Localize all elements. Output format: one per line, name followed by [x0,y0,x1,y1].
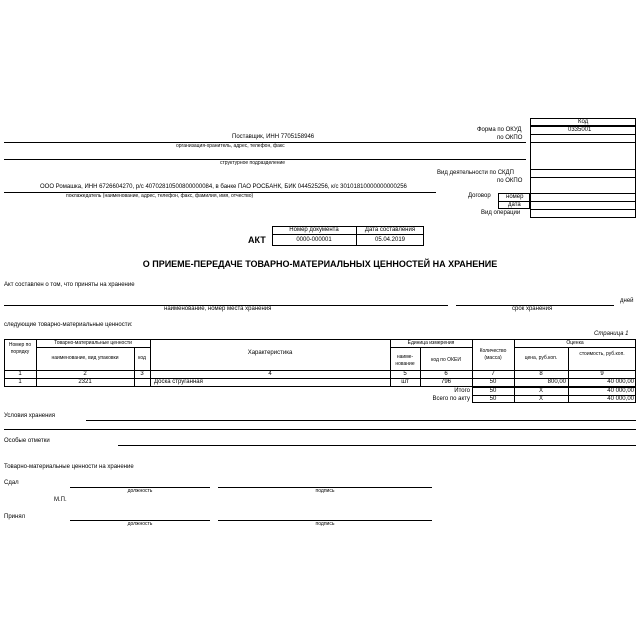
table-line [36,347,150,348]
table-line [390,347,472,348]
code-divider [530,177,636,178]
grand-label: Всего по акту [432,396,470,402]
act-label: АКТ [248,235,266,245]
place-caption: наименование, номер места хранения [164,306,272,312]
row-num: 1 [18,379,22,385]
col-unit-name-header: наиме-нование [395,354,415,367]
row-cost: 40 000,00 [607,379,634,385]
handed-label: Сдал [4,480,19,486]
code-title: Код [578,119,589,125]
act-doc-divider [272,234,424,235]
total-cost: 40 000,00 [607,388,634,394]
col-num-header: Номер по порядку [8,342,32,355]
notes-line [118,445,636,446]
handed-position-caption: должность [127,488,153,494]
contract-label: Договор [468,193,491,199]
goods-label: Товарно-материальные ценности на хранение [4,464,134,470]
handed-signature-caption: подпись [315,488,335,494]
table-line [150,339,151,387]
accepted-position-caption: должность [127,521,153,527]
skdp-label: Вид деятельности по СКДП [437,170,514,176]
col-number: 6 [444,371,448,377]
code-column-box [530,126,636,218]
code-divider [530,201,636,202]
accepted-signature-caption: подпись [315,521,335,527]
col-number: 4 [268,371,272,377]
code-divider [530,134,636,135]
grand-qty: 50 [489,396,497,402]
row-price: 800,00 [547,379,566,385]
number-label: номер [506,194,524,200]
page-label: Страница 1 [594,331,629,337]
depositor-caption: поклажедатель (наименование, адрес, телефон, факс, фамилия, имя, отчество) [66,193,254,199]
struct-caption: структурное подразделение [220,160,286,166]
row-name: 2321 [78,379,92,385]
depositor-text: ООО Ромашка, ИНН 6726604270, р/с 40702810500800000084, в банке ПАО РОСБАНК, БИК 044525256, к/с 30101810000000000256 [40,184,407,190]
col-number: 7 [491,371,495,377]
col-qty-header: Количество (масса) [479,348,507,361]
col-cost-header: стоимость, руб.коп. [579,351,625,357]
col-okei-header: код по ОКЕИ [431,357,461,363]
following-text: следующие товарно-материальные ценности: [4,322,133,328]
grand-cost: 40 000,00 [607,396,634,402]
code-divider [530,209,636,210]
col-name-header: наименование, вид упаковки [51,355,119,361]
okpo2-label: по ОКПО [497,178,523,184]
act-title: О ПРИЕМЕ-ПЕРЕДАЧЕ ТОВАРНО-МАТЕРИАЛЬНЫХ ЦЕННОСТЕЙ НА ХРАНЕНИЕ [142,259,498,269]
stamp-label: М.П. [54,497,67,503]
operation-label: Вид операции [481,210,521,216]
row-okei: 796 [440,379,451,385]
intro-text: Акт составлен о том, что приняты на хранение [4,282,135,288]
row-unit: шт [401,379,409,385]
code-divider [530,169,636,170]
term-caption: срок хранения [512,306,553,312]
conditions-label: Условия хранения [4,413,56,419]
col-eval-header: Оценка [566,340,584,346]
col-number: 9 [600,371,604,377]
total-label: Итого [454,388,470,394]
doc-number: 0000-000001 [296,237,332,243]
col-number: 8 [539,371,543,377]
supplier-caption: организация-хранитель, адрес, телефон, факс [176,143,285,149]
col-char-header: Характеристика [247,350,293,356]
row-qty: 50 [489,379,497,385]
accepted-label: Принял [4,514,26,520]
grand-mark: X [538,396,543,402]
total-qty: 50 [489,388,497,394]
doc-date-header: Дата составления [364,227,416,233]
code-divider [530,142,636,143]
table-line [134,347,135,387]
conditions-line-2 [4,429,636,430]
col-price-header: цена, руб.коп. [524,355,558,361]
okpo-label: по ОКПО [497,135,523,141]
okud-label: Форма по ОКУД [477,127,522,133]
days-label: дней [620,298,634,304]
col-goods-header: Товарно-материальные ценности [54,340,132,346]
supplier-text: Поставщик, ИНН 7705158946 [232,134,315,140]
doc-date: 05.04.2019 [374,237,406,243]
col-number: 3 [140,371,144,377]
doc-number-header: Номер документа [289,227,339,233]
table-line [514,347,636,348]
code-divider [530,193,636,194]
col-code-header: код [138,355,146,361]
col-number: 1 [18,371,22,377]
okud-value: 0335001 [568,127,592,133]
row-char: Доска струганная [154,379,203,385]
col-number: 2 [83,371,87,377]
conditions-line [86,420,636,421]
notes-label: Особые отметки [4,438,50,444]
col-number: 5 [403,371,407,377]
code-title-cell [530,118,636,126]
date-label: дата [508,202,521,208]
col-unit-header: Единица измерения [407,340,455,346]
total-mark: X [538,388,543,394]
